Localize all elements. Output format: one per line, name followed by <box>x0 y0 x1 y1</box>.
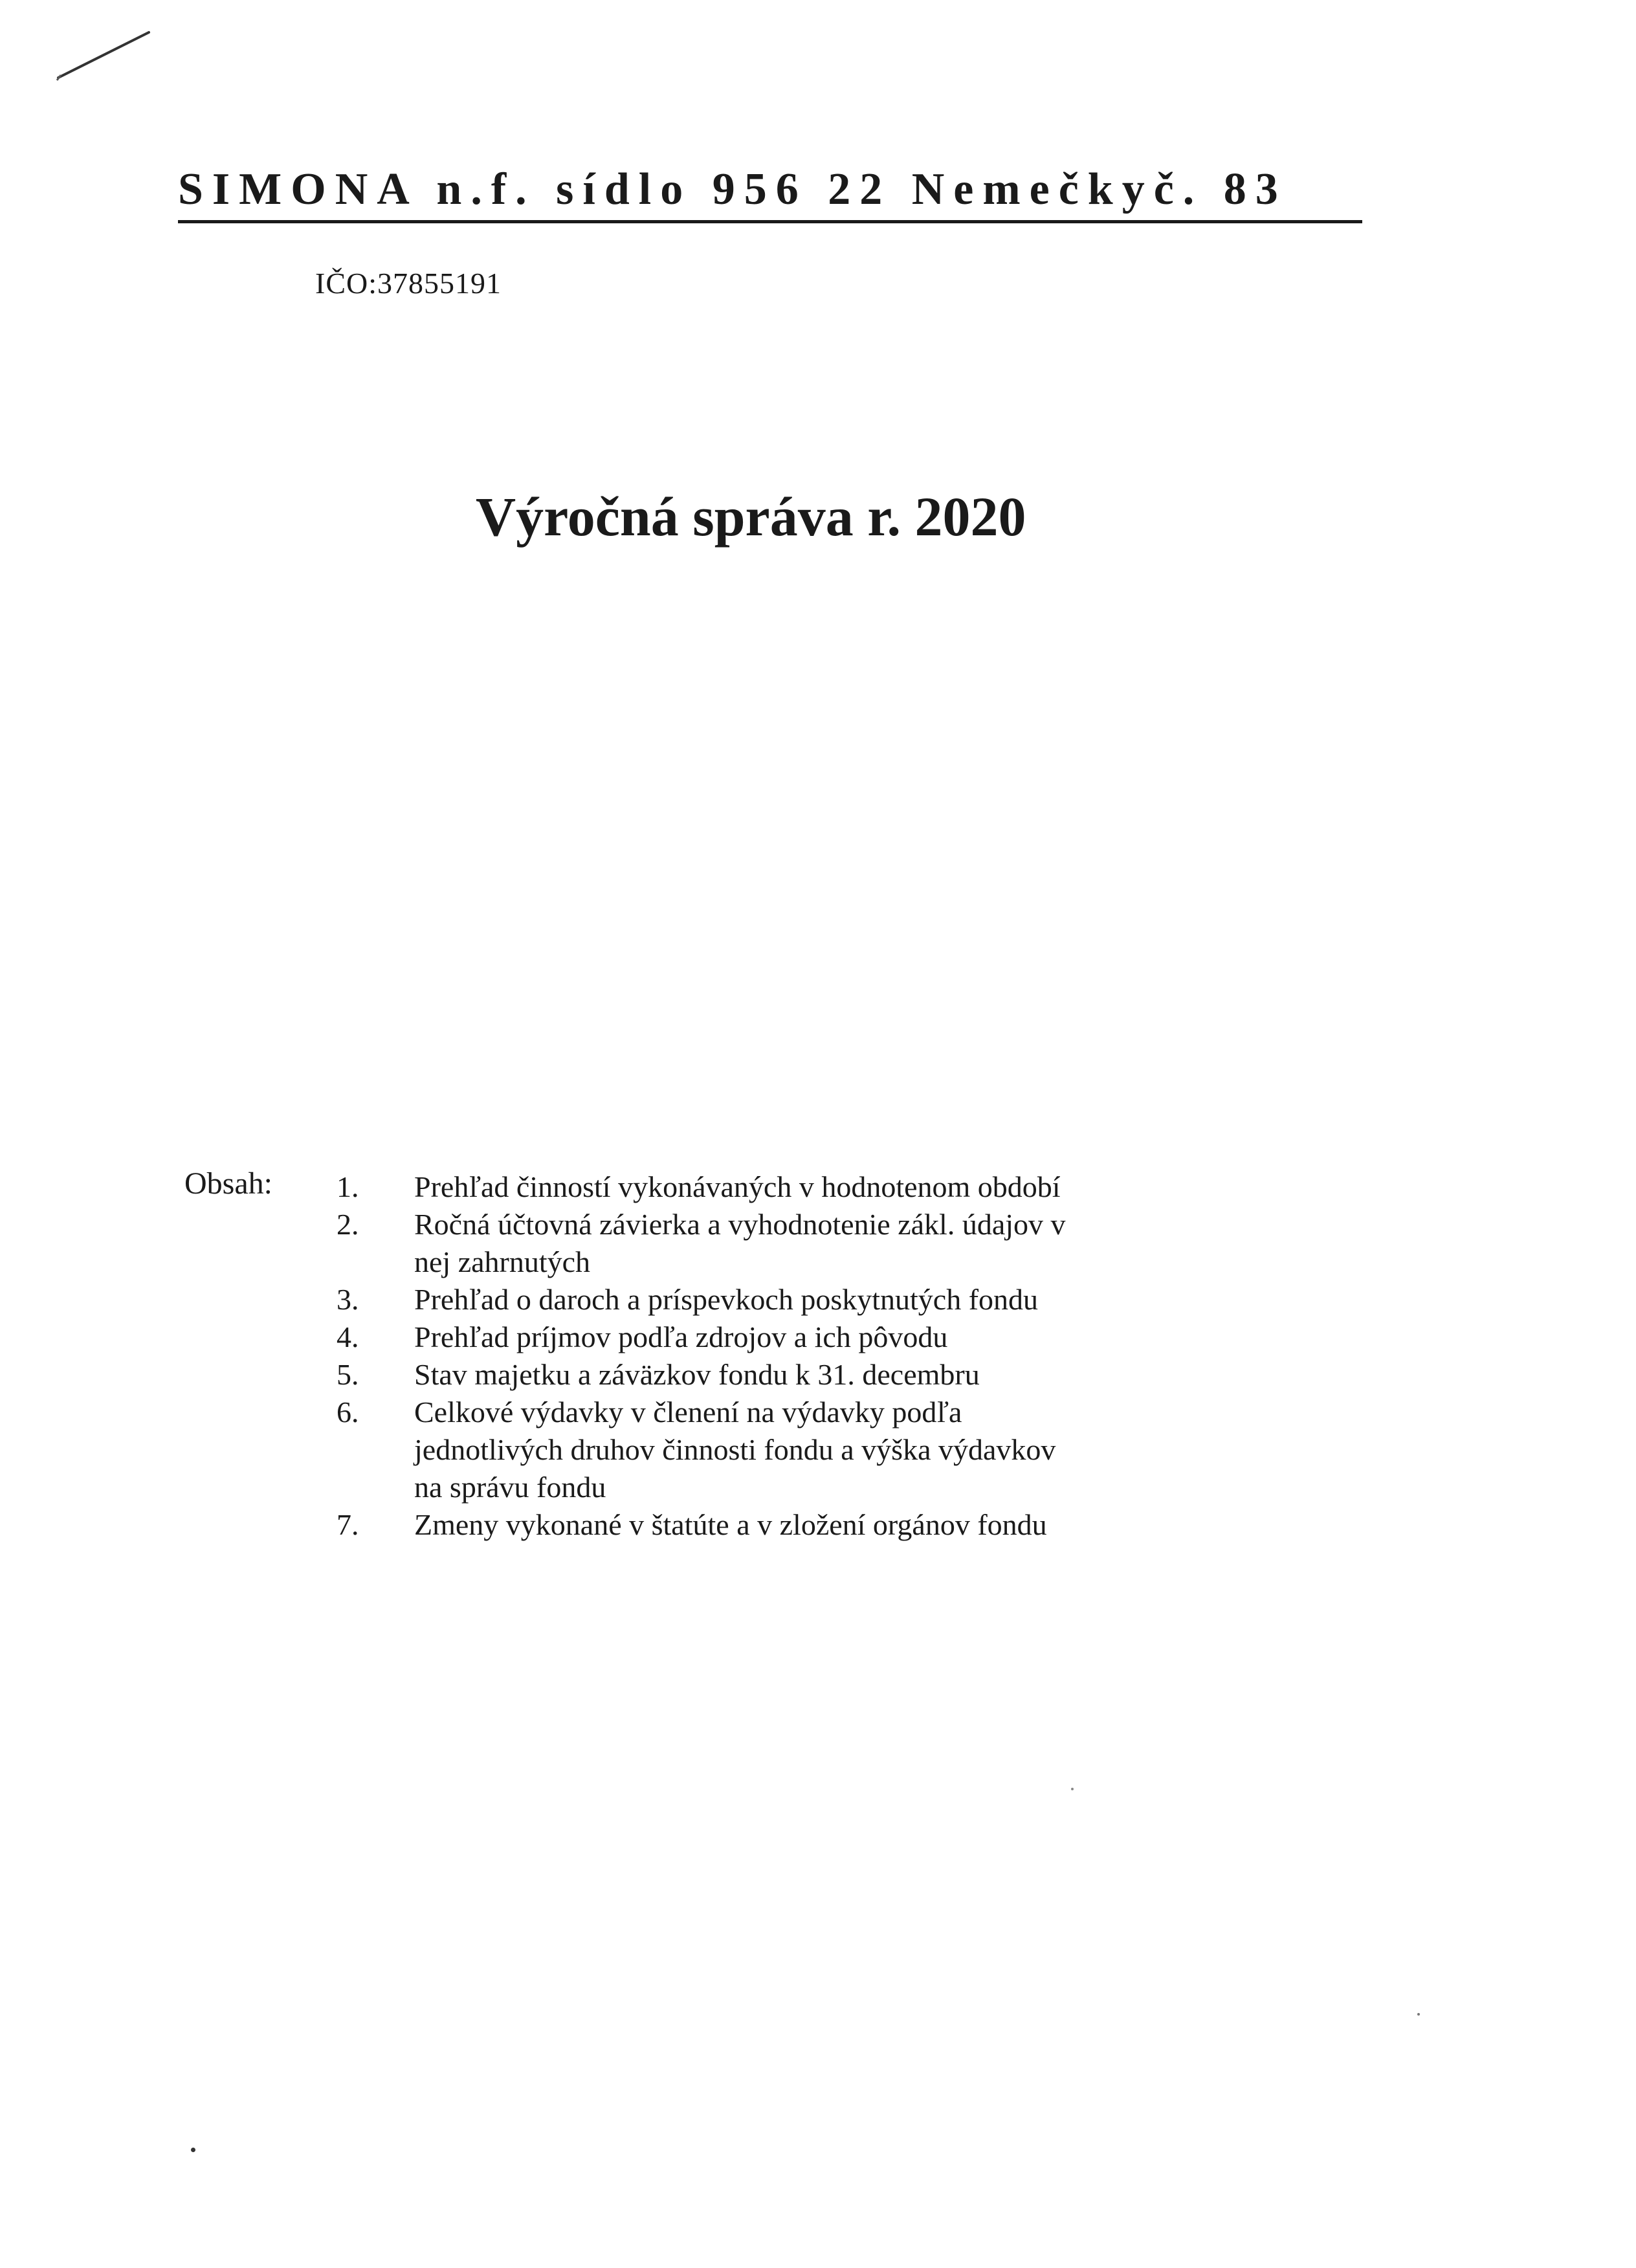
scan-speck <box>1071 1788 1074 1790</box>
contents-item-text: Prehľad o daroch a príspevkoch poskytnutých fondu <box>414 1283 1039 1316</box>
contents-item-text: Celkové výdavky v členení na výdavky podľa jednotlivých druhov činnosti fondu a výška výdavkov na správu fondu <box>414 1395 1056 1504</box>
scan-speck <box>191 2148 195 2152</box>
contents-item <box>337 1281 1165 1318</box>
organization-header: SIMONA n.f. sídlo 956 22 Nemečkyč. 83 <box>178 164 1287 214</box>
document-title: Výročná správa r. 2020 <box>476 485 1026 548</box>
company-id: IČO:37855191 <box>315 267 502 300</box>
contents-item <box>337 1168 1165 1206</box>
contents-item <box>337 1506 1165 1544</box>
contents-item-text: Stav majetku a záväzkov fondu k 31. decembru <box>414 1358 980 1391</box>
contents-item-number: 2. <box>337 1208 359 1241</box>
pen-stroke-mark <box>45 26 162 91</box>
contents-item <box>337 1356 1165 1394</box>
contents-item-text: Prehľad činností vykonávaných v hodnotenom období <box>414 1170 1061 1203</box>
contents-item-number: 5. <box>337 1358 359 1391</box>
header-underline <box>178 220 1362 223</box>
contents-item-text: Ročná účtovná závierka a vyhodnotenie zákl. údajov v nej zahrnutých <box>414 1208 1066 1278</box>
contents-item-text: Prehľad príjmov podľa zdrojov a ich pôvodu <box>414 1320 948 1353</box>
contents-item-text: Zmeny vykonané v štatúte a v zložení orgánov fondu <box>414 1508 1047 1541</box>
contents-item-number: 4. <box>337 1320 359 1353</box>
contents-item <box>337 1394 1165 1506</box>
contents-item-number: 7. <box>337 1508 359 1541</box>
contents-item <box>337 1318 1165 1356</box>
contents-item-number: 6. <box>337 1395 359 1429</box>
contents-item-number: 3. <box>337 1283 359 1316</box>
contents-item-number: 1. <box>337 1170 359 1203</box>
scan-speck <box>1417 2013 1420 2016</box>
contents-list <box>337 1168 1165 1544</box>
contents-item <box>337 1206 1165 1281</box>
contents-label: Obsah: <box>184 1166 272 1201</box>
